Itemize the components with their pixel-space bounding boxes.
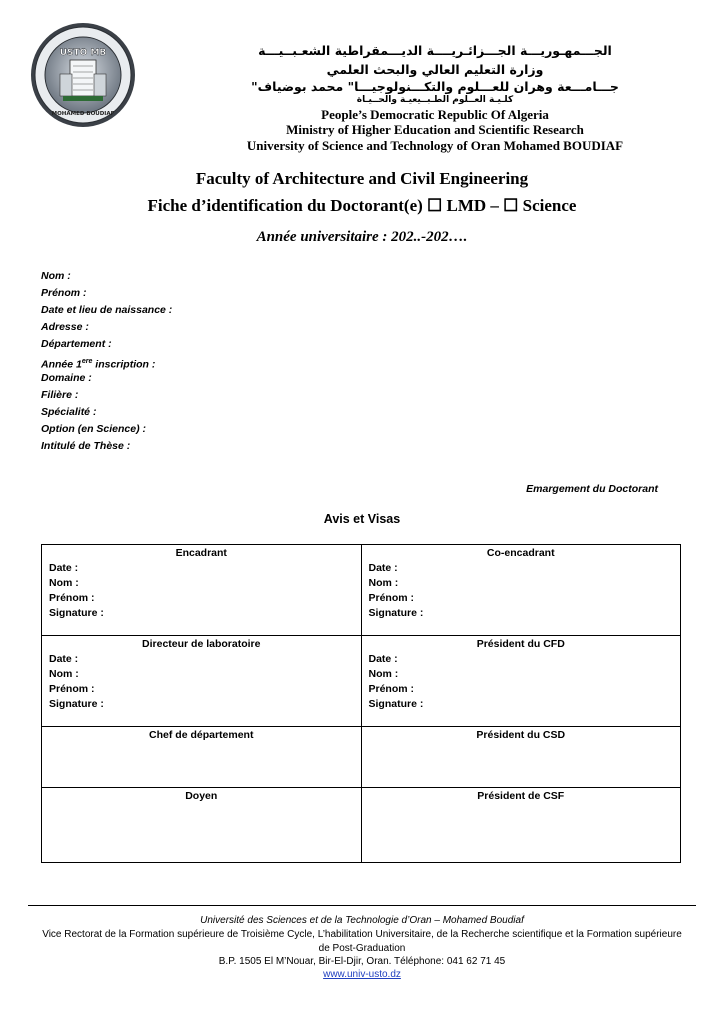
prenom-label: Prénom : — [49, 592, 95, 604]
cell-president-cfd — [361, 636, 681, 727]
cell-chef-departement — [42, 727, 362, 788]
logo-text: USTO MB — [59, 48, 107, 58]
cell-directeur-laboratoire — [42, 636, 362, 727]
president-csd-header: Président du CSD — [476, 729, 566, 741]
nom-label: Nom : — [49, 668, 79, 680]
cell-doyen — [42, 788, 362, 863]
date-label: Date : — [368, 562, 398, 574]
footer-vice-rectorat: Vice Rectorat de la Formation supérieure de Troisième Cycle, L’habilitation Universitaire, de la Recherche scientifique et la Formation supérieure de Post-Graduation — [42, 929, 682, 954]
signature-label: Signature : — [368, 607, 424, 619]
annee-superscript: ere — [81, 358, 93, 365]
faculty-title: Faculty of Architecture and Civil Engineering — [195, 169, 529, 188]
field-filiere: Filière : — [41, 389, 79, 401]
field-departement: Département : — [41, 338, 112, 350]
field-annee-inscription — [41, 353, 172, 370]
logo-bottom-text: MOHAMED BOUDIAF — [51, 111, 115, 117]
chef-departement-header: Chef de département — [149, 729, 254, 741]
date-label: Date : — [49, 653, 79, 665]
cell-president-csf — [361, 788, 681, 863]
field-specialite: Spécialité : — [41, 406, 97, 418]
directeur-header: Directeur de laboratoire — [142, 638, 261, 650]
annee-prefix: Année 1 — [41, 358, 82, 371]
republic-line: People’s Democratic Republic Of Algeria — [321, 107, 549, 122]
signature-label: Signature : — [49, 698, 104, 710]
field-prenom: Prénom : — [41, 287, 87, 299]
cell-president-csd — [361, 727, 681, 788]
cell-co-encadrant — [361, 545, 681, 636]
date-label: Date : — [49, 562, 79, 574]
visas-table — [41, 544, 681, 863]
ministry-line: Ministry of Higher Education and Scientific Research — [286, 122, 584, 137]
president-cfd-header: Président du CFD — [476, 638, 565, 650]
nom-label: Nom : — [49, 577, 79, 589]
field-domaine: Domaine : — [41, 372, 92, 384]
prenom-label: Prénom : — [368, 592, 415, 604]
field-nom: Nom : — [41, 270, 71, 282]
footer-address: B.P. 1505 El M’Nouar, Bir-El-Djir, Oran. Téléphone: 041 62 71 45 — [218, 956, 506, 967]
identification-fields — [41, 268, 172, 455]
academic-year: Année universitaire : 202..-202…. — [256, 229, 468, 245]
arabic-ministry-line: وزارة التعليم العالي والبحث العلمي — [326, 62, 544, 77]
university-line: University of Science and Technology of Oran Mohamed BOUDIAF — [246, 138, 624, 153]
annee-suffix: inscription : — [92, 358, 156, 371]
nom-label: Nom : — [368, 668, 399, 680]
doyen-header: Doyen — [185, 790, 218, 802]
footer-university: Université des Sciences et de la Technologie d’Oran – Mohamed Boudiaf — [200, 915, 524, 926]
nom-label: Nom : — [368, 577, 399, 589]
arabic-republic-line: الجـــمهـوريـــة الجـــزائـريــــة الديـــمقراطية الشعـبــيـــة — [258, 43, 612, 58]
arabic-university-line: جـــامـــعة وهران للعـــلوم والتكـــنولوجيـــا" محمد بوضياف" — [251, 79, 619, 94]
footer-website-link[interactable]: www.univ-usto.dz — [323, 969, 401, 980]
avis-visas-title: Avis et Visas — [323, 512, 401, 526]
cell-encadrant — [42, 545, 362, 636]
field-date-lieu-naissance: Date et lieu de naissance : — [41, 304, 173, 316]
university-logo — [30, 22, 136, 128]
field-adresse: Adresse : — [41, 321, 89, 333]
footer-divider — [28, 905, 696, 906]
prenom-label: Prénom : — [368, 683, 415, 695]
prenom-label: Prénom : — [49, 683, 95, 695]
field-intitule-these: Intitulé de Thèse : — [41, 440, 131, 452]
signature-label: Signature : — [368, 698, 424, 710]
encadrant-header: Encadrant — [175, 547, 227, 559]
emargement-label: Emargement du Doctorant — [526, 483, 658, 495]
arabic-faculty-line: كلـيـة العــلوم الطـبــيعيـة والحــيـاة — [356, 95, 514, 105]
date-label: Date : — [368, 653, 398, 665]
field-option: Option (en Science) : — [41, 423, 147, 435]
co-encadrant-header: Co-encadrant — [486, 547, 555, 559]
signature-label: Signature : — [49, 607, 104, 619]
president-csf-header: Président de CSF — [477, 790, 565, 802]
form-title: Fiche d’identification du Doctorant(e) ☐ LMD – ☐ Science — [147, 196, 577, 215]
